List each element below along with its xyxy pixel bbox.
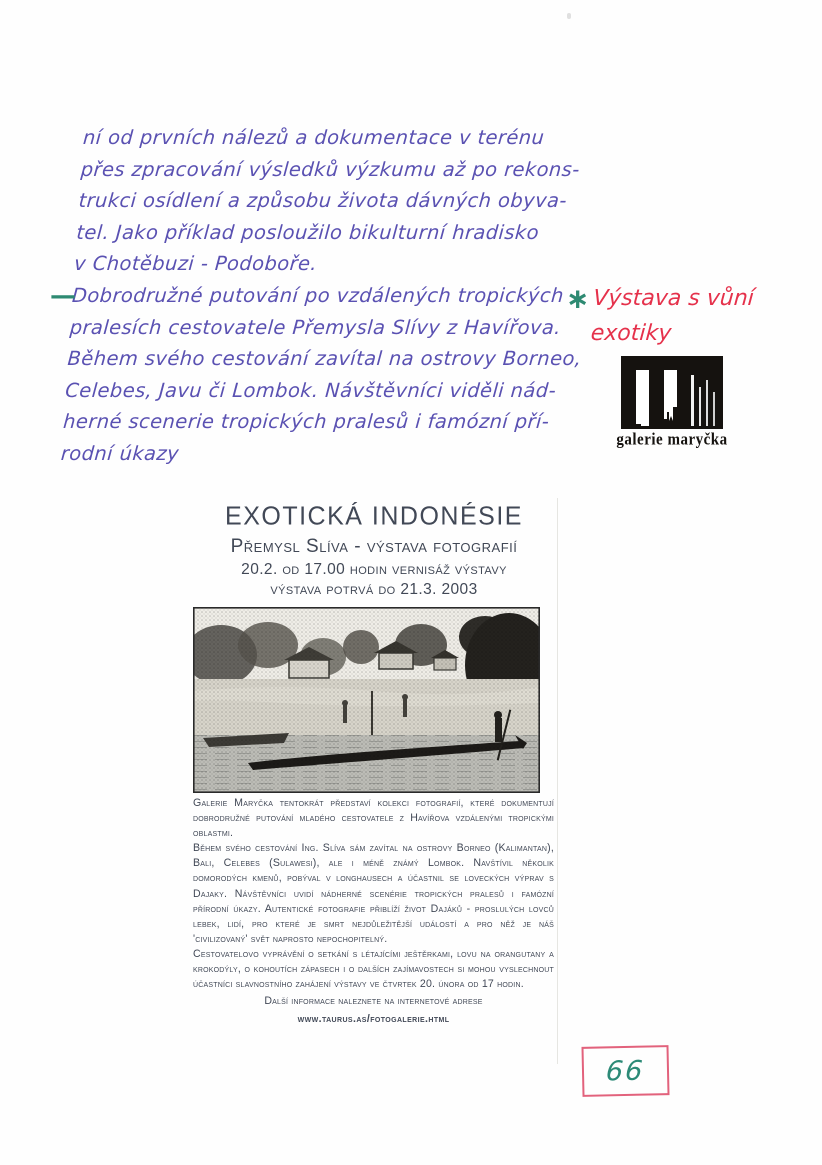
margin-note-line2: exotiky: [589, 321, 673, 346]
flyer-heading: [178, 501, 570, 599]
gallery-m-logo-icon: [621, 356, 723, 431]
handwritten-line: tel. Jako příklad posloužilo bikulturní hradisko: [75, 220, 540, 244]
page-number: 66: [605, 1055, 646, 1087]
flyer-paragraph: Během svého cestování Ing. Slíva sám zavítal na ostrovy Borneo (Kalimantan), Bali, Celebes (Sulawesi), ale i méně známý Lombok. Navštívil několik domorodých kmenů, pobýval v longhausech a účastnil se loveckých výprav s Dajaky. Návštěvníci uvidí nádherné scenérie tropických pralesů i famózní přírodní úkazy. Autentické fotografie přiblíží život Dajáků - proslulých lovců lebek, lidí, pro které je smrt nejdůležitější událostí a pro něž je náš 'civilizovaný' svět naprosto nepochopitelný.: [193, 842, 554, 945]
green-dash-mark: —: [50, 281, 76, 311]
handwritten-line: ní od prvních nálezů a dokumentace v terénu: [82, 126, 546, 149]
margin-note-line1: Výstava s vůní: [592, 286, 755, 311]
handwritten-line: trukci osídlení a způsobu života dávných obyva-: [77, 189, 568, 213]
handwritten-line: v Chotěbuzi - Podoboře.: [73, 252, 318, 276]
handwritten-line: pralesích cestovatele Přemysla Slívy z Havířova.: [69, 315, 562, 339]
handwritten-note: [60, 122, 624, 470]
flyer-body-text: [193, 796, 554, 1027]
handwritten-line: Dobrodružné putování po vzdálených tropických: [71, 283, 565, 307]
handwritten-line: přes zpracování výsledků výzkumu až po rekons-: [80, 157, 581, 181]
scan-speck: [567, 13, 571, 19]
handwritten-line: herné scenerie tropických pralesů i famózní pří-: [62, 410, 551, 434]
green-asterisk-mark: ∗: [566, 282, 590, 315]
flyer-vernissage-line: 20.2. od 17.00 hodin vernisáž výstavy: [241, 561, 507, 578]
flyer-url: www.taurus.as/fotogalerie.html: [297, 1013, 450, 1026]
handwritten-line: rodní úkazy: [60, 441, 180, 465]
handwritten-line: Během svého cestování zavítal na ostrovy Borneo,: [66, 347, 583, 371]
handwritten-line: Celebes, Javu či Lombok. Návštěvníci viděli nád-: [64, 378, 557, 402]
gallery-logo-label: galerie maryčka: [616, 430, 728, 450]
red-margin-note: [590, 281, 815, 351]
flyer-info-line: Další informace naleznete na internetové adrese: [264, 995, 483, 1008]
flyer-subtitle: Přemysl Slíva - výstava fotografií: [230, 536, 518, 557]
page-number-box: [581, 1045, 669, 1097]
flyer-paragraph: Galerie Maryčka tentokrát představí kolekci fotografií, které dokumentují dobrodružné putování mladého cestovatele z Havířova vzdálenými tropickými oblastmi.: [193, 797, 554, 840]
flyer-duration-line: výstava potrvá do 21.3. 2003: [270, 581, 478, 598]
flyer-paragraph: Cestovatelovo vyprávění o setkání s létajícími ještěrkami, lovu na orangutany a krokodýly, o kohoutích zápasech i o dalších zajímavostech si mohou vyslechnout účastníci slavnostního zahájení výstavy ve čtvrtek 20. února od 17 hodin.: [193, 947, 554, 991]
exhibition-photo: [193, 607, 540, 793]
gallery-logo: [613, 356, 731, 449]
flyer-title: EXOTICKÁ INDONÉSIE: [225, 501, 523, 531]
